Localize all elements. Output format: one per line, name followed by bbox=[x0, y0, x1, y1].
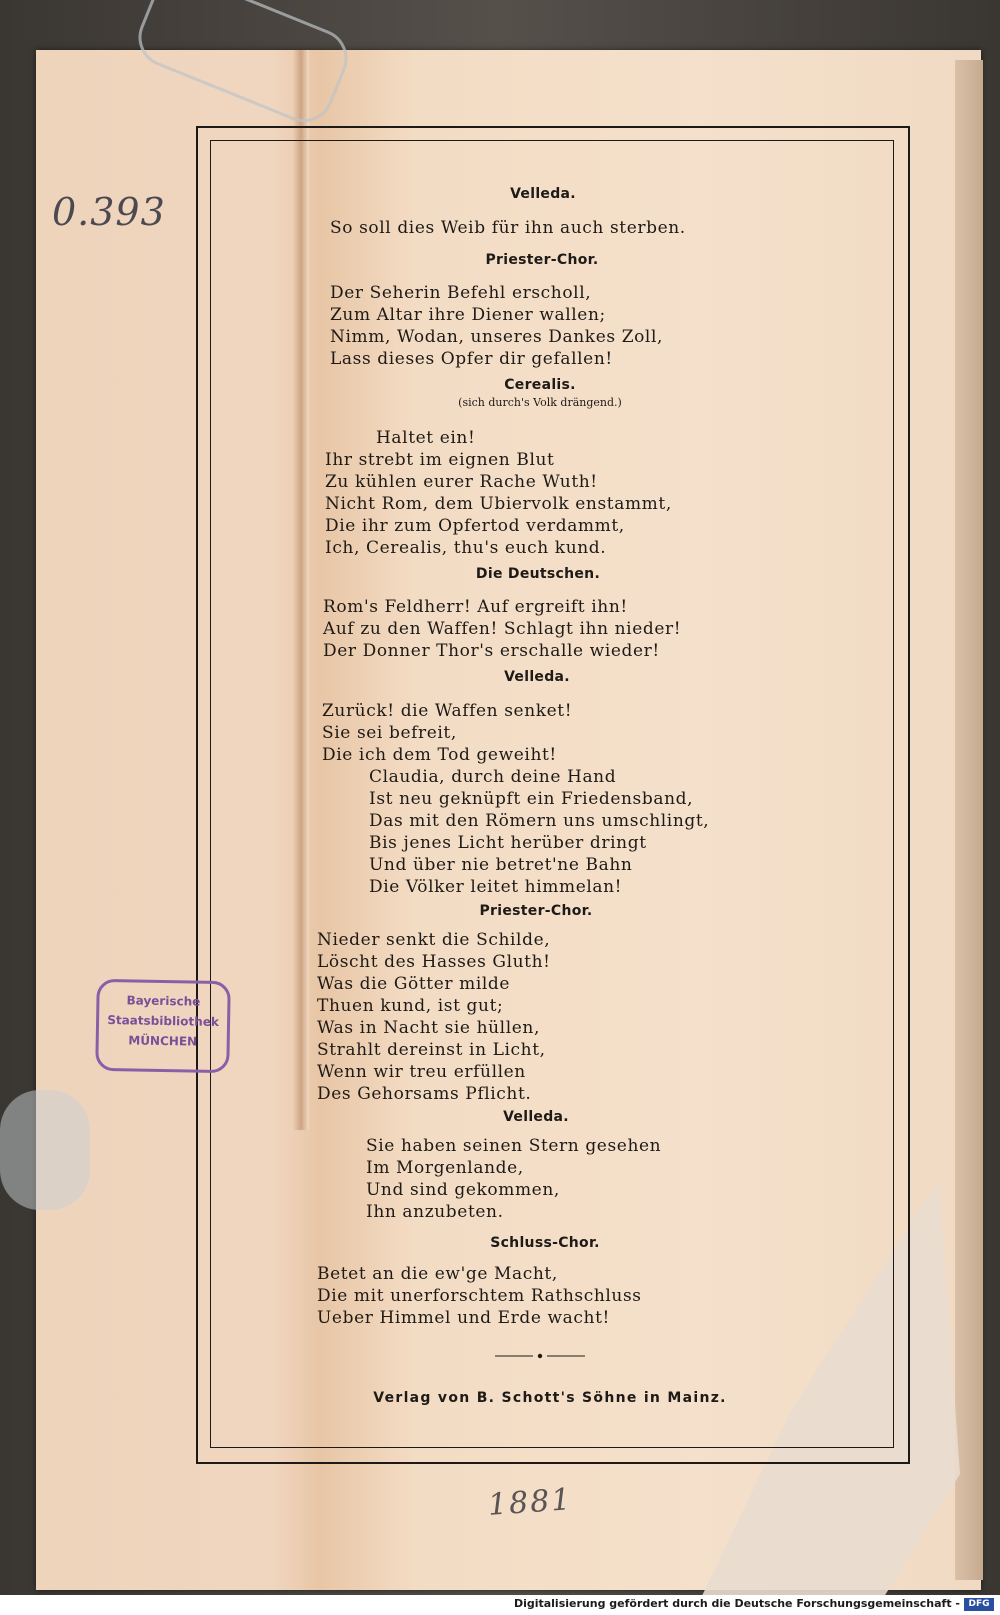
dfg-logo: DFG bbox=[964, 1598, 994, 1611]
verse-line: Des Gehorsams Pflicht. bbox=[317, 1084, 532, 1104]
verse-line: Zum Altar ihre Diener wallen; bbox=[330, 305, 606, 325]
speaker-die-deutschen: Die Deutschen. bbox=[475, 566, 601, 582]
stage-direction: (sich durch's Volk drängend.) bbox=[458, 396, 622, 409]
verse-line: Zurück! die Waffen senket! bbox=[322, 701, 573, 721]
verse-line: Die Völker leitet himmelan! bbox=[369, 877, 623, 897]
publisher-imprint: Verlag von B. Schott's Söhne in Mainz. bbox=[373, 1390, 727, 1406]
speaker-cerealis: Cerealis. bbox=[504, 377, 576, 393]
verse-line: Löscht des Hasses Gluth! bbox=[317, 952, 551, 972]
verse-line: Nicht Rom, dem Ubiervolk enstammt, bbox=[325, 494, 672, 514]
stamp-line-1: Bayerische bbox=[126, 993, 201, 1009]
verse-line: Lass dieses Opfer dir gefallen! bbox=[330, 349, 613, 369]
verse-line: Und sind gekommen, bbox=[366, 1180, 560, 1200]
verse-line: Haltet ein! bbox=[376, 428, 476, 448]
footer-bar bbox=[0, 1595, 1000, 1615]
speaker-priester-chor-1: Priester-Chor. bbox=[485, 252, 599, 268]
speaker-velleda-1: Velleda. bbox=[510, 186, 576, 202]
verse-line: Thuen kund, ist gut; bbox=[317, 996, 504, 1016]
verse-line: Betet an die ew'ge Macht, bbox=[317, 1264, 558, 1284]
verse-line: Claudia, durch deine Hand bbox=[369, 767, 617, 787]
speaker-velleda-2: Velleda. bbox=[504, 669, 570, 685]
verse-line: Ist neu geknüpft ein Friedensband, bbox=[369, 789, 694, 809]
speaker-schluss-chor: Schluss-Chor. bbox=[490, 1235, 600, 1251]
verse-line: Ihr strebt im eignen Blut bbox=[325, 450, 555, 470]
verse-line: Rom's Feldherr! Auf ergreift ihn! bbox=[323, 597, 628, 617]
verse-line: Im Morgenlande, bbox=[366, 1158, 524, 1178]
verse-line: Die mit unerforschtem Rathschluss bbox=[317, 1286, 642, 1306]
verse-line: So soll dies Weib für ihn auch sterben. bbox=[330, 218, 686, 238]
verse-line: Der Seherin Befehl erscholl, bbox=[330, 283, 592, 303]
verse-line: Ich, Cerealis, thu's euch kund. bbox=[325, 538, 607, 558]
ornament-divider bbox=[495, 1352, 585, 1360]
footer-credit: Digitalisierung gefördert durch die Deutsche Forschungsgemeinschaft - bbox=[513, 1597, 960, 1610]
verse-line: Strahlt dereinst in Licht, bbox=[317, 1040, 546, 1060]
verse-line: Was in Nacht sie hüllen, bbox=[317, 1018, 540, 1038]
adjacent-page-edge bbox=[955, 60, 983, 1580]
verse-line: Nieder senkt die Schilde, bbox=[317, 930, 551, 950]
verse-line: Die ich dem Tod geweiht! bbox=[322, 745, 557, 765]
stamp-line-3: MÜNCHEN bbox=[128, 1033, 198, 1049]
verse-line: Wenn wir treu erfüllen bbox=[317, 1062, 526, 1082]
shelfmark: 0.393 bbox=[52, 190, 166, 234]
verse-line: Auf zu den Waffen! Schlagt ihn nieder! bbox=[323, 619, 682, 639]
verse-line: Zu kühlen eurer Rache Wuth! bbox=[325, 472, 598, 492]
verse-line: Das mit den Römern uns umschlingt, bbox=[369, 811, 710, 831]
speaker-velleda-3: Velleda. bbox=[503, 1109, 569, 1125]
stamp-line-2: Staatsbibliothek bbox=[107, 1013, 220, 1029]
verse-line: Sie haben seinen Stern gesehen bbox=[366, 1136, 662, 1156]
speaker-priester-chor-2: Priester-Chor. bbox=[479, 903, 593, 919]
verse-line: Und über nie betret'ne Bahn bbox=[369, 855, 633, 875]
verse-line: Nimm, Wodan, unseres Dankes Zoll, bbox=[330, 327, 664, 347]
handwritten-year: 1881 bbox=[486, 1482, 574, 1523]
library-stamp bbox=[95, 979, 231, 1073]
verse-line: Ihn anzubeten. bbox=[366, 1202, 504, 1222]
verse-line: Die ihr zum Opfertod verdammt, bbox=[325, 516, 625, 536]
verse-line: Was die Götter milde bbox=[317, 974, 511, 994]
verse-line: Sie sei befreit, bbox=[322, 723, 457, 743]
verse-line: Der Donner Thor's erschalle wieder! bbox=[323, 641, 660, 661]
verse-line: Bis jenes Licht herüber dringt bbox=[369, 833, 647, 853]
glass-clip-left bbox=[0, 1090, 90, 1210]
verse-line: Ueber Himmel und Erde wacht! bbox=[317, 1308, 610, 1328]
